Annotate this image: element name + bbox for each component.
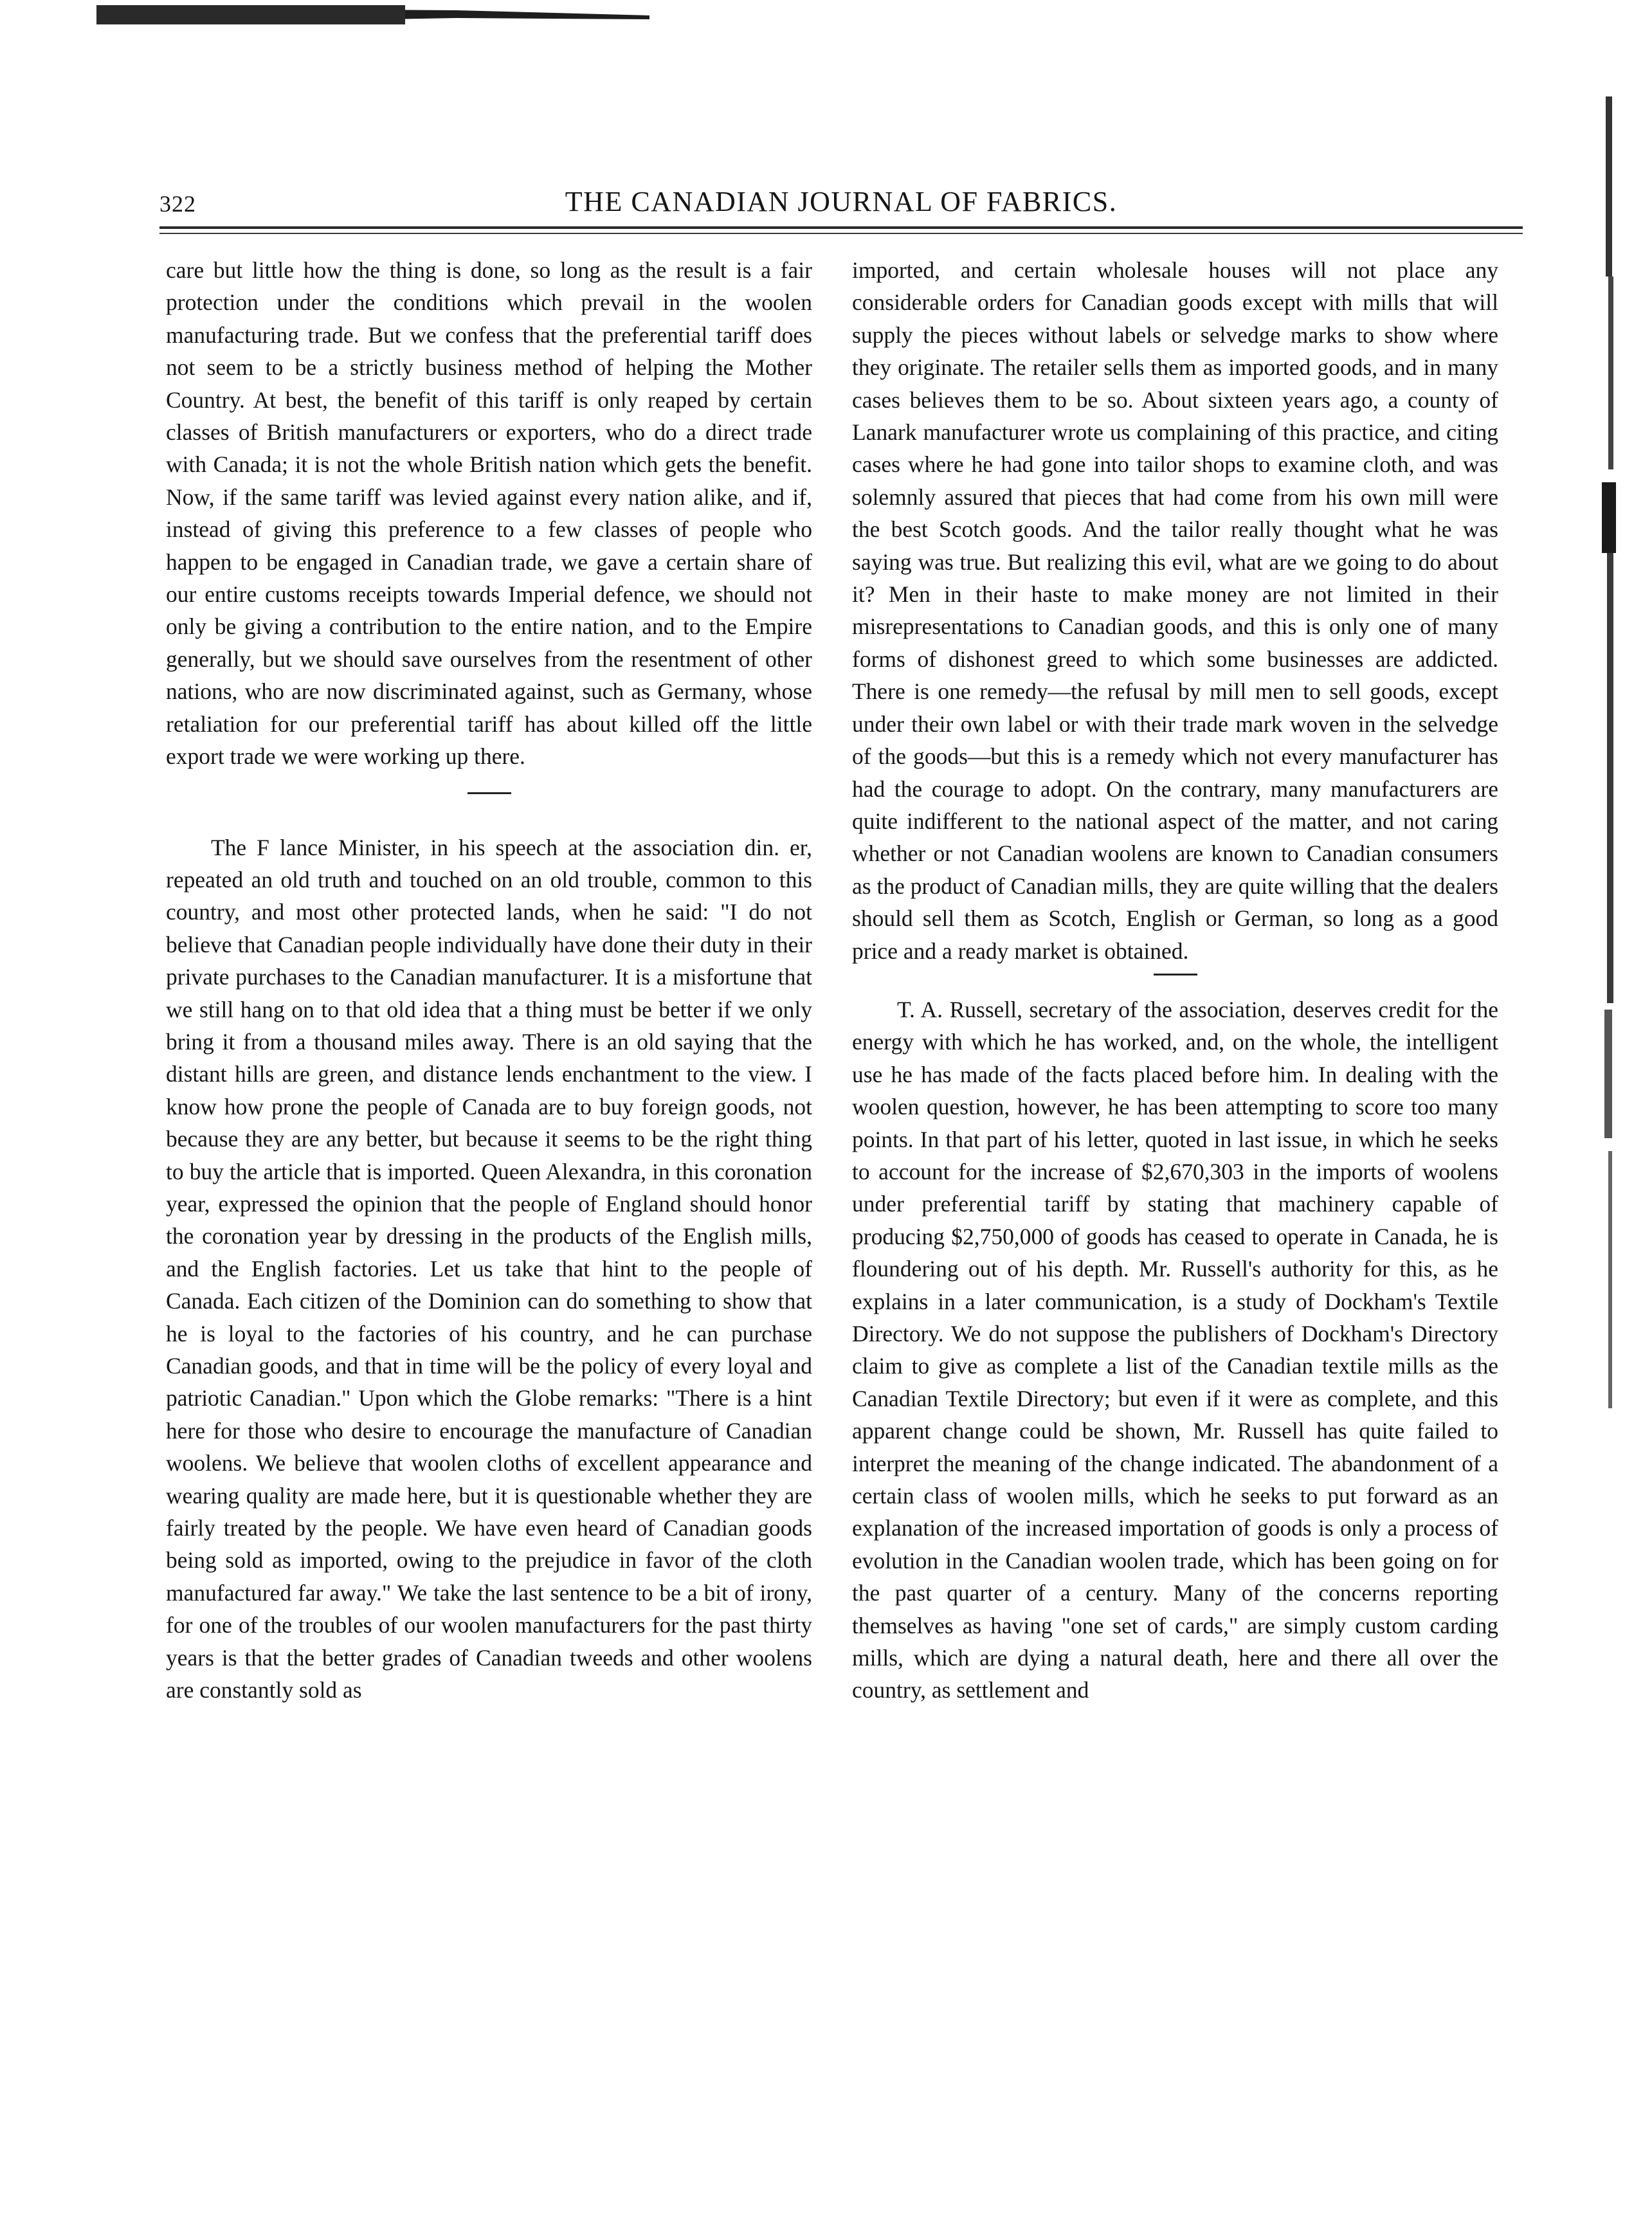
page-header xyxy=(159,185,1523,224)
header-rule-thin xyxy=(159,233,1523,234)
article-paragraph: T. A. Russell, secretary of the association, deserves credit for the energy with which he has worked, and, on the whole, the intelligent use he has made of the facts placed before him. In dealing with the woolen question, however, he has been attempting to score too many points. In that part of his letter, quoted in last issue, in which he seeks to account for the increase of $2,670,303 in the imports of woolens under preferential tariff by stating that machinery capable of producing $2,750,000 of goods has ceased to operate in Canada, he is floundering out of his depth. Mr. Russell's authority for this, as he explains in a later communication, is a study of Dockham's Textile Directory. We do not suppose the publishers of Dockham's Directory claim to give as complete a list of the Canadian textile mills as the Canadian Textile Directory; but even if it were as complete, and this apparent change could be shown, Mr. Russell has quite failed to interpret the meaning of the change indicated. The abandonment of a certain class of woolen mills, which he seeks to put forward as an explanation of the increased importation of goods is only a process of evolution in the Canadian woolen trade, which has been going on for the past quarter of a century. Many of the concerns reporting themselves as having "one set of cards," are simply custom carding mills, which are dying a natural death, here and there all over the country, as settlement and xyxy=(852,996,1498,1703)
scan-smudge xyxy=(96,5,649,28)
section-separator xyxy=(1154,974,1197,975)
page-number: 322 xyxy=(159,191,196,217)
right-column xyxy=(852,254,1498,1707)
article-paragraph: The F lance Minister, in his speech at the association din. er, repeated an old truth and touched on an old trouble, common to this country, and most other protected lands, when he said: "I do not believe that Canadian people individually have done their duty in their private purchases to the Canadian manufacturer. It is a misfortune that we still hang on to that old idea that a thing must be better if we only bring it from a thousand miles away. There is an old saying that the distant hills are green, and distance lends enchantment to the view. I know how prone the people of Canada are to buy foreign goods, not because they are any better, but because it seems to be the right thing to buy the article that is imported. Queen Alexandra, in this coronation year, expressed the opinion that the people of England should honor the coronation year by dressing in the products of the English mills, and the English factories. Let us take that hint to the people of Canada. Each citizen of the Dominion can do something to show that he is loyal to the factories of his country, and he can purchase Canadian goods, and that in time will be the policy of every loyal and patriotic Canadian." Upon which the Globe remarks: "There is a hint here for those who desire to encourage the manufacture of Canadian woolens. We believe that woolen cloths of excellent appearance and wearing quality are made here, but it is questionable whether they are fairly treated by the people. We have even heard of Canadian goods being sold as imported, owing to the prejudice in favor of the cloth manufactured far away." We take the last sentence to be a bit of irony, for one of the troubles of our woolen manufacturers for the past thirty years is that the better grades of Canadian tweeds and other woolens are constantly sold as xyxy=(166,834,812,1703)
journal-title: THE CANADIAN JOURNAL OF FABRICS. xyxy=(565,186,1118,217)
section-separator xyxy=(467,792,511,794)
scan-edge-shadow xyxy=(1599,96,1621,1743)
article-paragraph: care but little how the thing is done, so long as the result is a fair protection under the conditions which prevail in the woolen manufacturing trade. But we confess that the preferential tariff does not seem to be a strictly business method of helping the Mother Country. At best, the benefit of this tariff is only reaped by certain classes of British manufacturers or exporters, who do a direct trade with Canada; it is not the whole British nation which gets the benefit. Now, if the same tariff was levied against every nation alike, and if, instead of giving this preference to a few classes of people who happen to be engaged in Canadian trade, we gave a certain share of our entire customs receipts towards Imperial defence, we should not only be giving a contribution to the entire nation, and to the Empire generally, but we should save ourselves from the resentment of other nations, who are now discriminated against, such as Germany, whose retaliation for our preferential tariff has about killed off the little export trade we were working up there. xyxy=(166,257,812,770)
left-column xyxy=(166,254,812,1706)
header-rule xyxy=(159,226,1523,229)
article-paragraph: imported, and certain wholesale houses will not place any considerable orders for Canadian goods except with mills that will supply the pieces without labels or selvedge marks to show where they originate. The retailer sells them as imported goods, and in many cases believes them to be so. About sixteen years ago, a county of Lanark manufacturer wrote us complaining of this practice, and citing cases where he had gone into tailor shops to examine cloth, and was solemnly assured that pieces that had come from his own mill were the best Scotch goods. And the tailor really thought what he was saying was true. But realizing this evil, what are we going to do about it? Men in their haste to make money are not limited in their misrepresentations to Canadian goods, and this is only one of many forms of dishonest greed to which some businesses are addicted. There is one remedy—the refusal by mill men to sell goods, except under their own label or with their trade mark woven in the selvedge of the goods—but this is a remedy which not every manufacturer has had the courage to adopt. On the contrary, many manufacturers are quite indifferent to the national aspect of the matter, and not caring whether or not Canadian woolens are known to Canadian consumers as the product of Canadian mills, they are quite willing that the dealers should sell them as Scotch, English or German, so long as a good price and a ready market is obtained. xyxy=(852,257,1498,964)
